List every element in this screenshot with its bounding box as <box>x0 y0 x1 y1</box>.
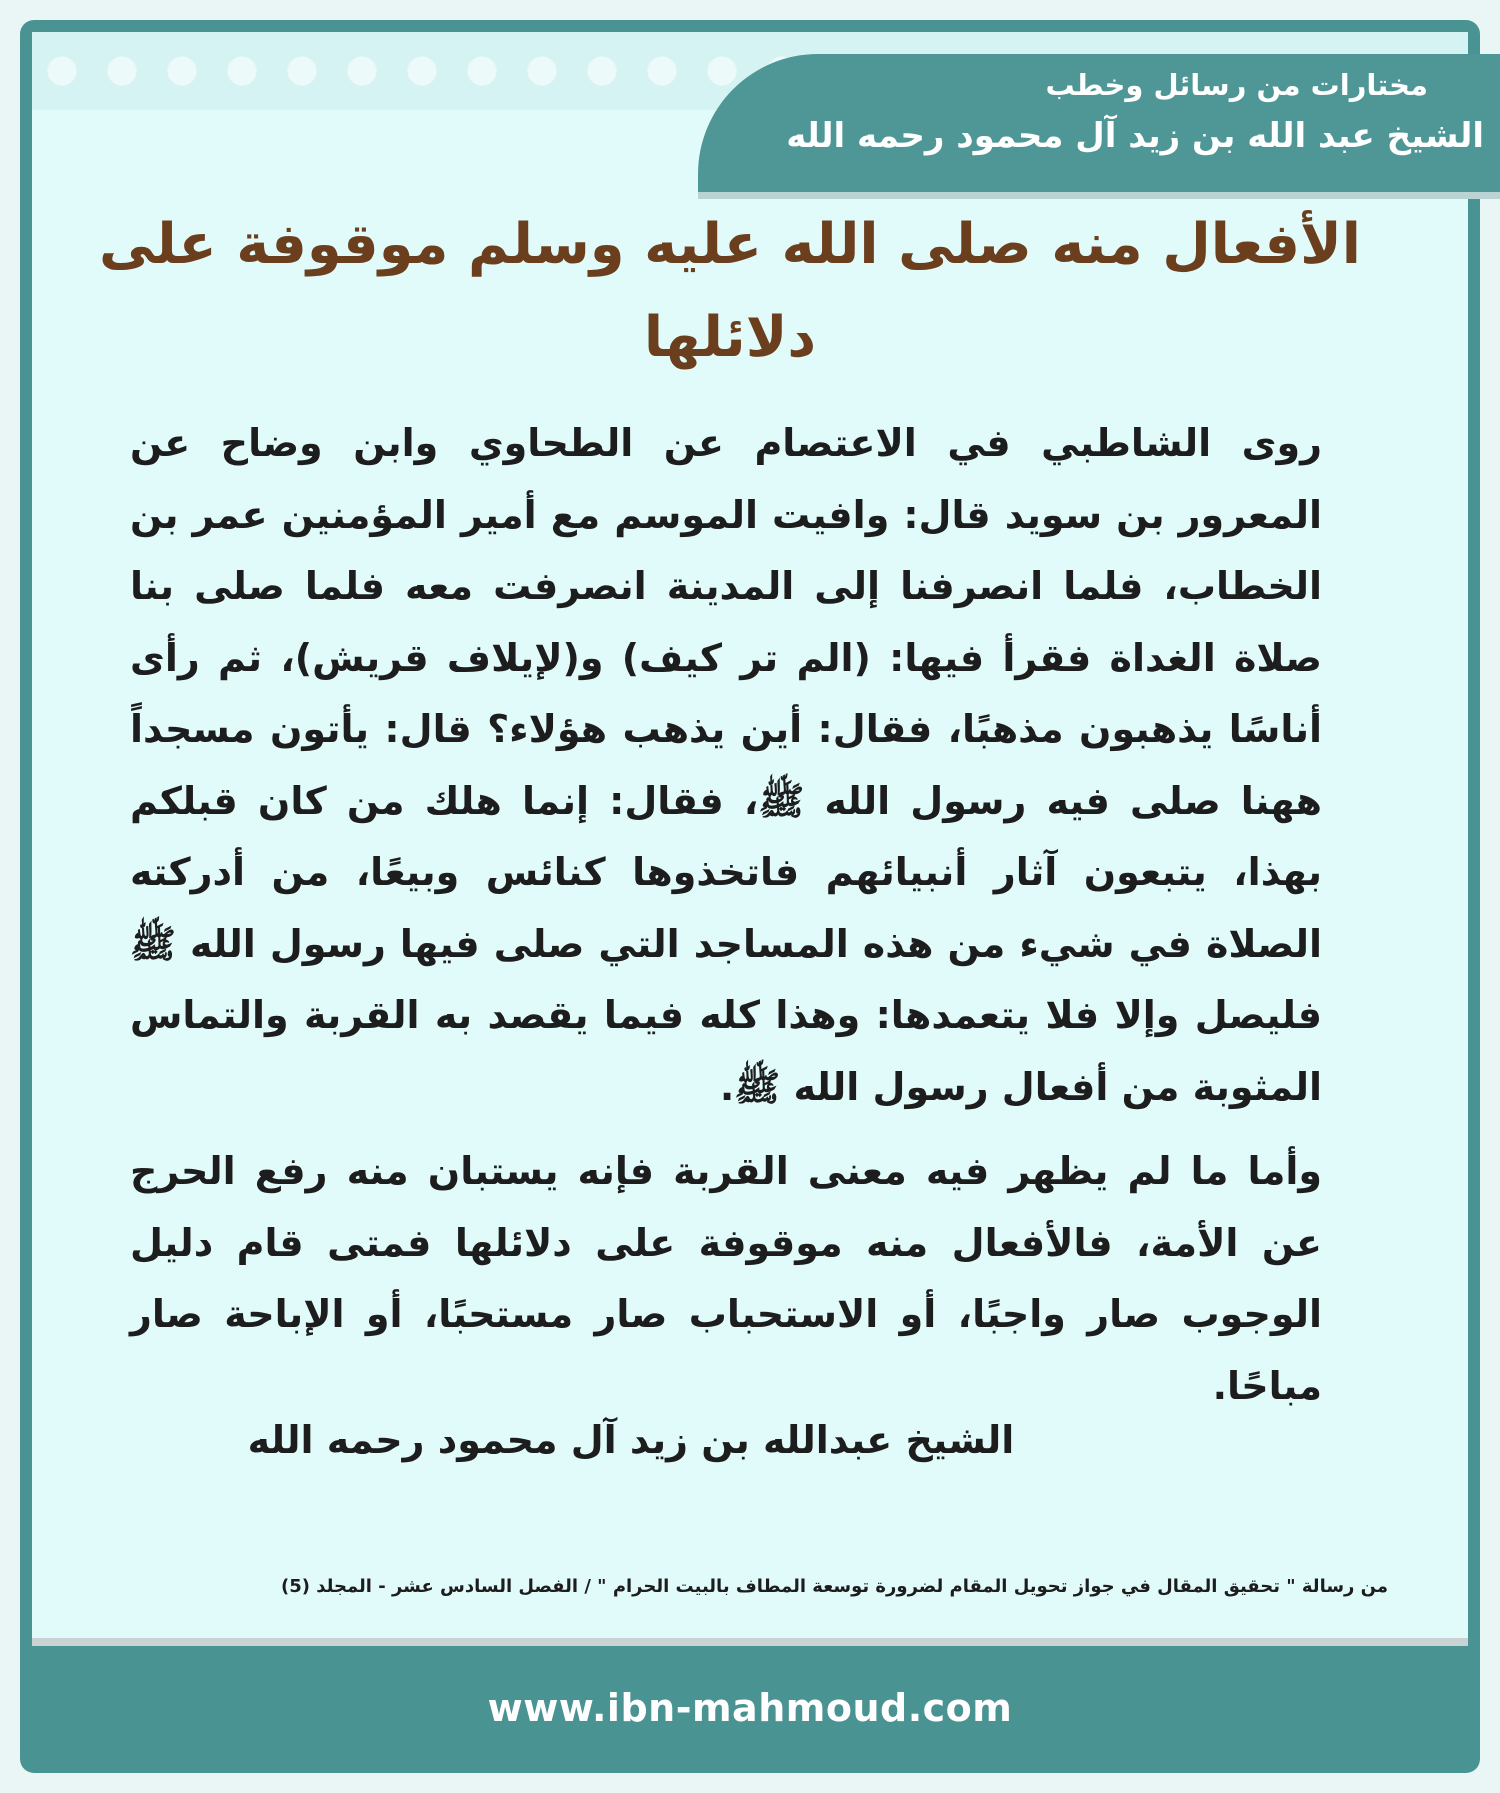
body-paragraph-2: وأما ما لم يظهر فيه معنى القربة فإنه يستبان منه رفع الحرج عن الأمة، فالأفعال منه موقوفة على دلائلها فمتى قام دليل الوجوب صار واجبًا، أو الاستحباب صار مستحبًا، أو الإباحة صار مباحًا. <box>130 1149 1322 1408</box>
page-title: الأفعال منه صلى الله عليه وسلم موقوفة على دلائلها <box>99 212 1361 370</box>
source-citation: من رسالة " تحقيق المقال في جواز تحويل المقام لضرورة توسعة المطاف بالبيت الحرام " / الفصل السادس عشر - المجلد (5) <box>280 1576 1388 1597</box>
divider <box>32 1638 1468 1646</box>
author-signature: الشيخ عبدالله بن زيد آل محمود رحمه الله <box>247 1418 1015 1462</box>
body-paragraph-1: روى الشاطبي في الاعتصام عن الطحاوي وابن وضاح عن المعرور بن سويد قال: وافيت الموسم مع أمير المؤمنين عمر بن الخطاب، فلما انصرفنا إلى المدينة انصرفت معه فلما صلى بنا صلاة الغداة فقرأ فيها: (الم تر كيف) و(لإيلاف قريش)، ثم رأى أناسًا يذهبون مذهبًا، فقال: أين يذهب هؤلاء؟ قال: يأتون مسجداً ههنا صلى فيه رسول الله ﷺ، فقال: إنما هلك من كان قبلكم بهذا، يتبعون آثار أنبيائهم فاتخذوها كنائس وبيعًا، من أدركته الصلاة في شيء من هذه المساجد التي صلى فيها رسول الله ﷺ فليصل وإلا فلا يتعمدها: وهذا كله فيما يقصد به القربة والتماس المثوبة من أفعال رسول الله ﷺ. <box>130 421 1322 1109</box>
series-author: الشيخ عبد الله بن زيد آل محمود رحمه الله <box>786 116 1484 156</box>
series-title: مختارات من رسائل وخطب <box>1045 68 1428 102</box>
series-header <box>698 54 1500 199</box>
website-link[interactable]: www.ibn-mahmoud.com <box>487 1686 1013 1730</box>
